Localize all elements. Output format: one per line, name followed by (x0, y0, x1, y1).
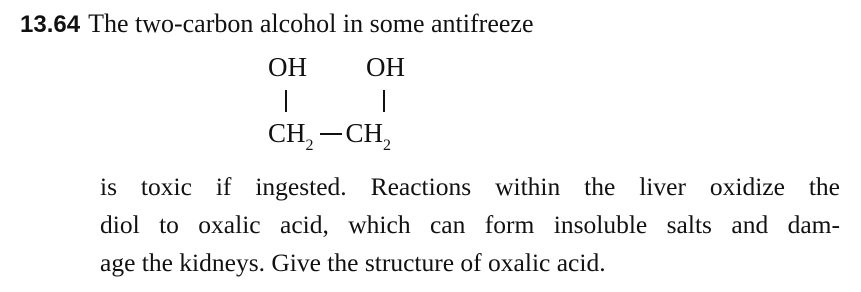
carbon-right: CH (345, 118, 384, 148)
hydroxyl-group-right: OH (366, 52, 405, 82)
carbon-carbon-bond (320, 133, 342, 135)
problem-number: 13.64 (20, 11, 81, 38)
hydroxyl-group-left: OH (268, 52, 307, 82)
ethylene-glycol-structure (268, 50, 448, 160)
body-line-1: is toxic if ingested. Reactions within the liver oxidize the (100, 172, 840, 201)
carbon-chain (268, 118, 391, 153)
body-line-3: age the kidneys. Give the structure of oxalic acid. (100, 248, 606, 277)
problem-header (20, 8, 533, 41)
bond-right-vertical (383, 90, 385, 112)
problem-intro: The two-carbon alcohol in some antifreeze (88, 9, 534, 38)
bond-left-vertical (285, 90, 287, 112)
problem-body (100, 168, 840, 282)
carbon-left: CH (268, 118, 306, 148)
carbon-left-subscript: 2 (305, 137, 314, 154)
body-line-2: diol to oxalic acid, which can form insoluble salts and dam- (100, 210, 840, 239)
carbon-right-subscript: 2 (383, 137, 392, 154)
